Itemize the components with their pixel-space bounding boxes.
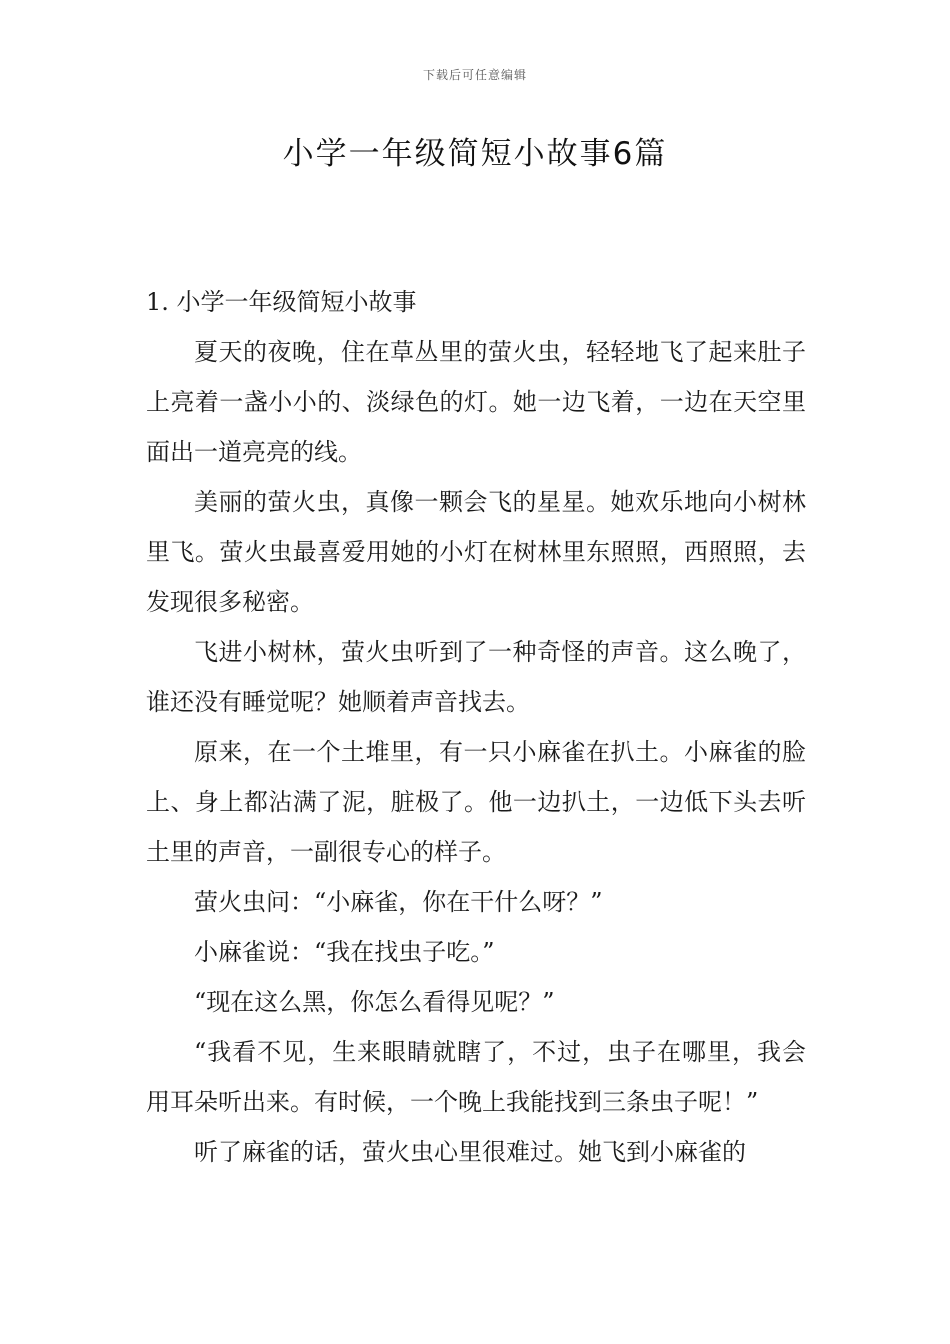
document-body (146, 277, 806, 1177)
paragraph-6: 小麻雀说：“我在找虫子吃。” (194, 938, 495, 966)
paragraph-4: 原来，在一个土堆里，有一只小麻雀在扒土。小麻雀的脸上、身上都沾满了泥，脏极了。他一边扒土，一边低下头去听土里的声音，一副很专心的样子。 (146, 738, 806, 866)
section-heading: 1. 小学一年级简短小故事 (146, 288, 417, 316)
paragraph-2: 美丽的萤火虫，真像一颗会飞的星星。她欢乐地向小树林里飞。萤火虫最喜爱用她的小灯在树林里东照照，西照照，去发现很多秘密。 (146, 488, 806, 616)
paragraph-7: “现在这么黑，你怎么看得见呢？” (194, 988, 555, 1016)
paragraph-9: 听了麻雀的话，萤火虫心里很难过。她飞到小麻雀的 (194, 1138, 746, 1166)
header-note: 下载后可任意编辑 (422, 68, 527, 82)
paragraph-8: “我看不见，生来眼睛就瞎了，不过，虫子在哪里，我会用耳朵听出来。有时候，一个晚上我能找到三条虫子呢！” (146, 1038, 806, 1116)
paragraph-3: 飞进小树林，萤火虫听到了一种奇怪的声音。这么晚了，谁还没有睡觉呢？她顺着声音找去。 (146, 638, 806, 716)
paragraph-1: 夏天的夜晚，住在草丛里的萤火虫，轻轻地飞了起来肚子上亮着一盏小小的、淡绿色的灯。她一边飞着，一边在天空里面出一道亮亮的线。 (146, 338, 806, 466)
paragraph-5: 萤火虫问：“小麻雀，你在干什么呀？” (194, 888, 603, 916)
document-title: 小学一年级简短小故事6篇 (282, 136, 668, 172)
